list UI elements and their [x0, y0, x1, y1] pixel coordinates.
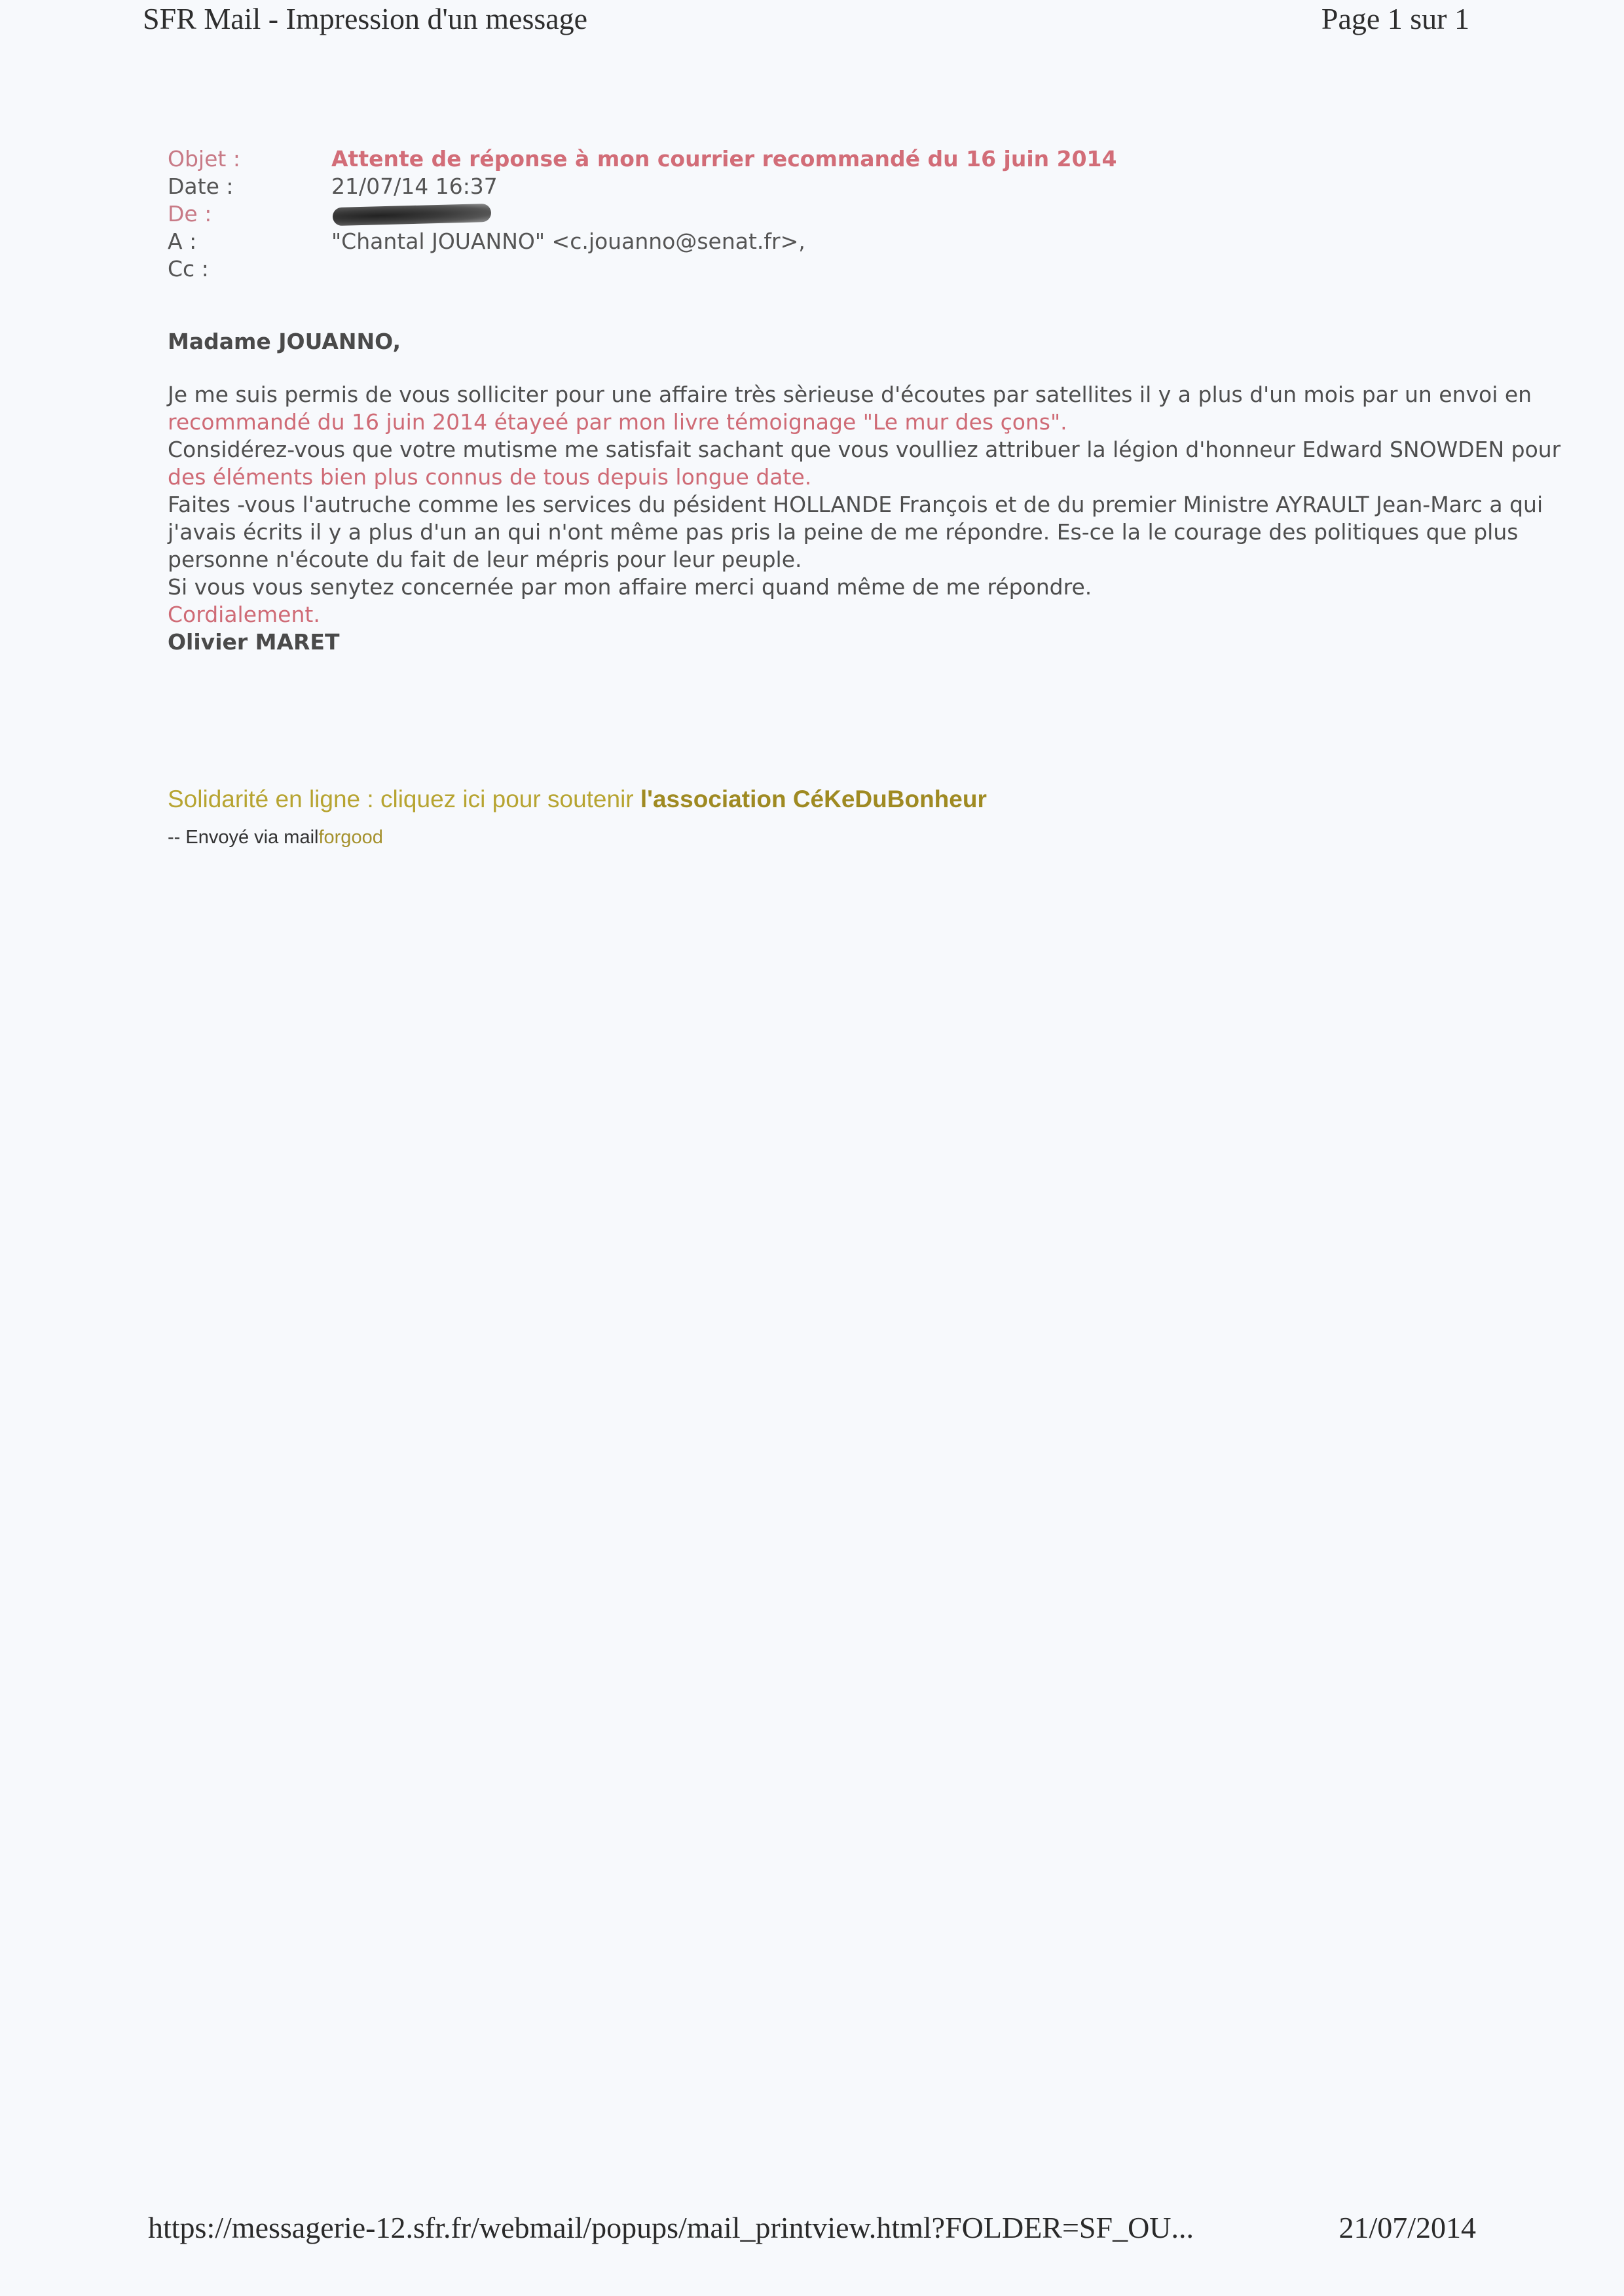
from-row [168, 200, 1471, 228]
redacted-sender [333, 204, 492, 226]
print-footer-url: https://messagerie-12.sfr.fr/webmail/popups/mail_printview.html?FOLDER=SF_OU... [148, 2211, 1194, 2244]
date-label: Date : [168, 173, 234, 199]
message-body [168, 381, 1561, 656]
sent-via [168, 827, 383, 848]
brand-forgood[interactable]: forgood [318, 827, 383, 848]
body-line: j'avais écrits il y a plus d'un an qui n'ont même pas pris la peine de me répondre. Es-ce la le courage des politiques que plus [168, 519, 1519, 545]
brand-mail[interactable]: mail [284, 827, 319, 848]
print-header-page-number: Page 1 sur 1 [1321, 2, 1469, 35]
solidarity-promo [168, 786, 987, 813]
date-value: 21/07/14 16:37 [331, 173, 498, 199]
body-line: des éléments bien plus connus de tous depuis longue date. [168, 464, 812, 490]
body-line: Considérez-vous que votre mutisme me satisfait sachant que vous voulliez attribuer la légion d'honneur Edward SNOWDEN pour [168, 437, 1561, 462]
body-line: Si vous vous senytez concernée par mon affaire merci quand même de me répondre. [168, 574, 1092, 600]
closing: Cordialement. [168, 602, 320, 627]
to-label: A : [168, 228, 197, 254]
from-label: De : [168, 201, 212, 227]
print-footer-date: 21/07/2014 [1338, 2211, 1476, 2244]
body-line: personne n'écoute du fait de leur mépris pour leur peuple. [168, 547, 802, 572]
body-line: Faites -vous l'autruche comme les services du pésident HOLLANDE François et de du premier Ministre AYRAULT Jean-Marc a qui [168, 492, 1543, 517]
promo-text: Solidarité en ligne : cliquez ici pour soutenir [168, 786, 640, 812]
message-header [168, 145, 1471, 283]
body-line: recommandé du 16 juin 2014 étayeé par mon livre témoignage "Le mur des çons". [168, 409, 1067, 435]
signature: Olivier MARET [168, 629, 340, 655]
body-line: Je me suis permis de vous solliciter pour une affaire très sèrieuse d'écoutes par satellites il y a plus d'un mois par un envoi en [168, 382, 1532, 407]
to-value: "Chantal JOUANNO" <c.jouanno@senat.fr>, [331, 228, 805, 254]
to-row [168, 228, 1471, 255]
promo-link[interactable]: l'association CéKeDuBonheur [640, 786, 987, 812]
greeting: Madame JOUANNO, [168, 329, 401, 354]
subject-value: Attente de réponse à mon courrier recommandé du 16 juin 2014 [331, 146, 1117, 172]
subject-row [168, 145, 1471, 173]
subject-label: Objet : [168, 146, 240, 172]
cc-row [168, 255, 1471, 283]
sent-via-prefix: -- Envoyé via [168, 827, 284, 848]
date-row [168, 173, 1471, 200]
cc-label: Cc : [168, 256, 209, 282]
print-header-title: SFR Mail - Impression d'un message [143, 2, 588, 35]
